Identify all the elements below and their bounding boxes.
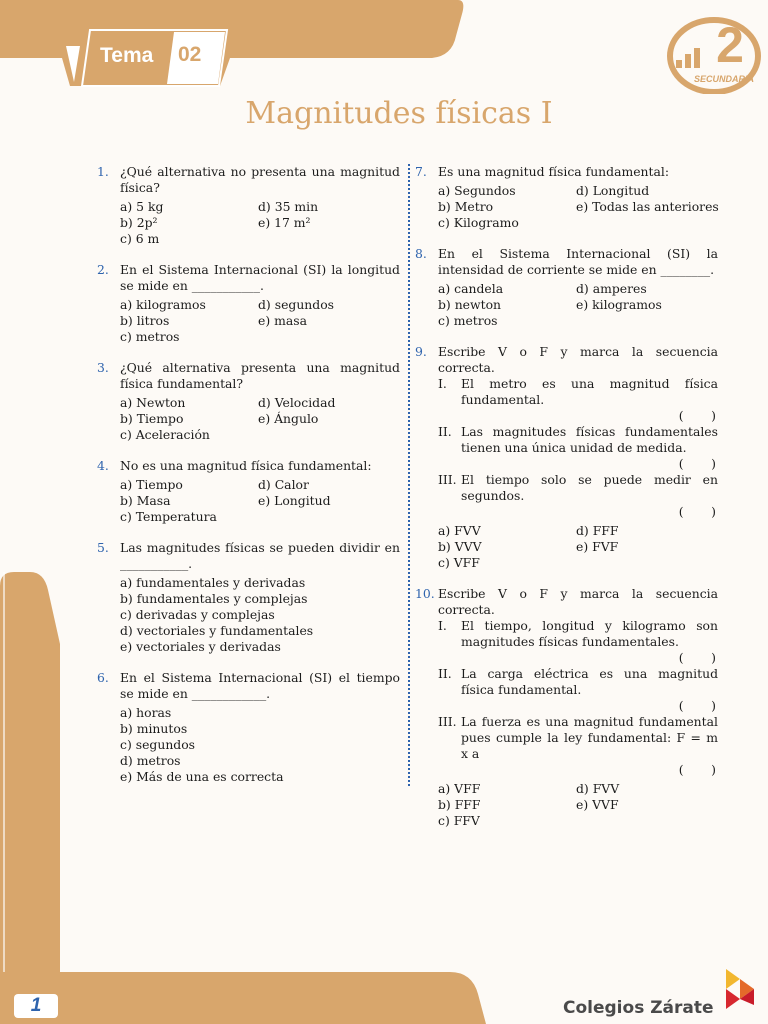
question-text: Es una magnitud física fundamental: [438, 164, 670, 179]
question-text: ¿Qué alternativa presenta una magnitud física fundamental? [120, 360, 400, 391]
statement [438, 472, 718, 520]
answer-option: c) VFF [438, 555, 480, 570]
grade-label: SECUNDARIA [693, 74, 755, 84]
answer-option: a) kilogramos [120, 297, 206, 312]
question [97, 262, 400, 345]
school-logo-icon [718, 965, 758, 1009]
question-text: ¿Qué alternativa no presenta una magnitud física? [120, 164, 400, 195]
answer-option: d) FFF [576, 523, 619, 538]
option-grid [97, 477, 400, 525]
answer-option: a) VFF [438, 781, 481, 796]
question-number: 5. [97, 540, 109, 555]
question-number: 6. [97, 670, 109, 685]
statement-text: La carga eléctrica es una magnitud física fundamental. [461, 666, 718, 697]
question-header [97, 670, 400, 702]
answer-option: c) derivadas y complejas [120, 607, 275, 622]
question [415, 344, 718, 571]
answer-option [576, 813, 718, 829]
answer-option: e) kilogramos [576, 297, 662, 312]
answer-option: d) Velocidad [258, 395, 336, 410]
answer-option [258, 509, 400, 525]
answer-option: a) fundamentales y derivadas [120, 575, 306, 590]
answer-option [576, 313, 718, 329]
answer-option: e) Longitud [258, 493, 331, 508]
option-list [97, 705, 400, 785]
answer-option: c) Temperatura [120, 509, 217, 524]
question-text: No es una magnitud física fundamental: [120, 458, 372, 473]
answer-option: b) VVV [438, 539, 482, 554]
question-number: 3. [97, 360, 109, 375]
question-number: 7. [415, 164, 427, 179]
column-divider [408, 164, 410, 786]
statement-text: El metro es una magnitud física fundamental. [461, 376, 718, 407]
answer-option: b) newton [438, 297, 502, 312]
answer-option: a) Tiempo [120, 477, 183, 492]
answer-option [258, 231, 400, 247]
question-text: Escribe V o F y marca la secuencia correcta. [438, 344, 718, 375]
answer-option [258, 427, 400, 443]
answer-option: e) FVF [576, 539, 619, 554]
answer-option: d) FVV [576, 781, 620, 796]
answer-blank: ( ) [678, 698, 716, 713]
answer-option: a) horas [120, 705, 172, 720]
grade-badge-icon [664, 10, 764, 94]
question-header [415, 586, 718, 618]
answer-option [576, 555, 718, 571]
answer-option: b) minutos [120, 721, 188, 736]
statement-numeral: III. [438, 714, 457, 729]
question-number: 8. [415, 246, 427, 261]
option-grid [97, 199, 400, 247]
statement-text: La fuerza es una magnitud fundamental pues cumple la ley fundamental: F = m x a [461, 714, 718, 761]
question-header [97, 262, 400, 294]
question [415, 586, 718, 829]
statement-text: Las magnitudes físicas fundamentales tienen una única unidad de medida. [461, 424, 718, 455]
question-header [97, 164, 400, 196]
question-header [97, 540, 400, 572]
answer-option: e) Todas las anteriores [576, 199, 719, 214]
question [415, 246, 718, 329]
questions-right-column [415, 164, 718, 829]
statement-text: El tiempo solo se puede medir en segundos. [461, 472, 718, 503]
tema-label: Tema [100, 44, 154, 67]
option-grid [415, 781, 718, 829]
page-title: Magnitudes físicas I [245, 96, 553, 131]
page-number: 1 [14, 994, 58, 1018]
answer-option [258, 329, 400, 345]
statement-list [415, 618, 718, 778]
answer-option: c) metros [438, 313, 498, 328]
question-header [97, 360, 400, 392]
grade-number: 2 [716, 17, 744, 73]
statement-body [461, 714, 718, 778]
option-grid [415, 523, 718, 571]
statement-numeral: III. [438, 472, 457, 487]
question [97, 540, 400, 655]
question-number: 4. [97, 458, 109, 473]
answer-option: b) fundamentales y complejas [120, 591, 308, 606]
question-text: En el Sistema Internacional (SI) la intensidad de corriente se mide en ________. [438, 246, 718, 277]
option-grid [415, 281, 718, 329]
answer-option: e) masa [258, 313, 307, 328]
answer-option: b) litros [120, 313, 170, 328]
answer-option: d) Longitud [576, 183, 650, 198]
answer-option: d) segundos [258, 297, 335, 312]
answer-blank: ( ) [678, 650, 716, 665]
answer-option: c) metros [120, 329, 180, 344]
answer-option: b) Metro [438, 199, 494, 214]
statement-numeral: I. [438, 618, 447, 633]
question [415, 164, 718, 231]
question-number: 9. [415, 344, 427, 359]
statement [438, 714, 718, 778]
answer-option: c) segundos [120, 737, 196, 752]
answer-option [576, 215, 719, 231]
answer-option: c) FFV [438, 813, 480, 828]
statement [438, 618, 718, 666]
option-grid [97, 297, 400, 345]
side-tab [0, 572, 60, 1024]
answer-option: e) Más de una es correcta [120, 769, 284, 784]
answer-blank: ( ) [678, 408, 716, 423]
option-list [97, 575, 400, 655]
statement [438, 666, 718, 714]
question-number: 2. [97, 262, 109, 277]
answer-option: e) 17 m² [258, 215, 311, 230]
answer-blank: ( ) [678, 504, 716, 519]
option-grid [97, 395, 400, 443]
question [97, 670, 400, 785]
statement [438, 376, 718, 424]
statement-body [461, 472, 718, 520]
question-text: Las magnitudes físicas se pueden dividir en ___________. [120, 540, 400, 571]
answer-option: c) Kilogramo [438, 215, 519, 230]
answer-option: e) Ángulo [258, 411, 319, 426]
question [97, 458, 400, 525]
statement-list [415, 376, 718, 520]
question-number: 1. [97, 164, 109, 179]
question-number: 10. [415, 586, 435, 601]
answer-option: a) FVV [438, 523, 481, 538]
statement-numeral: I. [438, 376, 447, 391]
question-header [415, 164, 718, 180]
answer-blank: ( ) [678, 456, 716, 471]
statement-body [461, 376, 718, 424]
answer-option: d) metros [120, 753, 181, 768]
school-name: Colegios Zárate [563, 998, 714, 1018]
question-header [415, 344, 718, 376]
statement-numeral: II. [438, 424, 452, 439]
answer-option: a) Segundos [438, 183, 516, 198]
answer-option: c) Aceleración [120, 427, 210, 442]
answer-option: a) Newton [120, 395, 186, 410]
question-text: En el Sistema Internacional (SI) la longitud se mide en ___________. [120, 262, 400, 293]
statement-text: El tiempo, longitud y kilogramo son magnitudes físicas fundamentales. [461, 618, 718, 649]
answer-option: b) Masa [120, 493, 171, 508]
statement-body [461, 618, 718, 666]
answer-option: d) vectoriales y fundamentales [120, 623, 314, 638]
tema-number: 02 [178, 43, 202, 66]
answer-option: b) Tiempo [120, 411, 184, 426]
option-grid [415, 183, 718, 231]
answer-option: e) VVF [576, 797, 619, 812]
question-text: En el Sistema Internacional (SI) el tiempo se mide en ____________. [120, 670, 400, 701]
question [97, 164, 400, 247]
answer-blank: ( ) [678, 762, 716, 777]
question [97, 360, 400, 443]
question-header [415, 246, 718, 278]
answer-option: d) Calor [258, 477, 309, 492]
questions-left-column [97, 164, 400, 785]
answer-option: b) 2p² [120, 215, 158, 230]
statement-body [461, 666, 718, 714]
answer-option: a) 5 kg [120, 199, 164, 214]
statement-body [461, 424, 718, 472]
question-text: Escribe V o F y marca la secuencia correcta. [438, 586, 718, 617]
answer-option: a) candela [438, 281, 504, 296]
statement-numeral: II. [438, 666, 452, 681]
statement [438, 424, 718, 472]
answer-option: c) 6 m [120, 231, 160, 246]
answer-option: d) amperes [576, 281, 647, 296]
answer-option: d) 35 min [258, 199, 319, 214]
answer-option: e) vectoriales y derivadas [120, 639, 281, 654]
answer-option: b) FFF [438, 797, 481, 812]
question-header [97, 458, 400, 474]
